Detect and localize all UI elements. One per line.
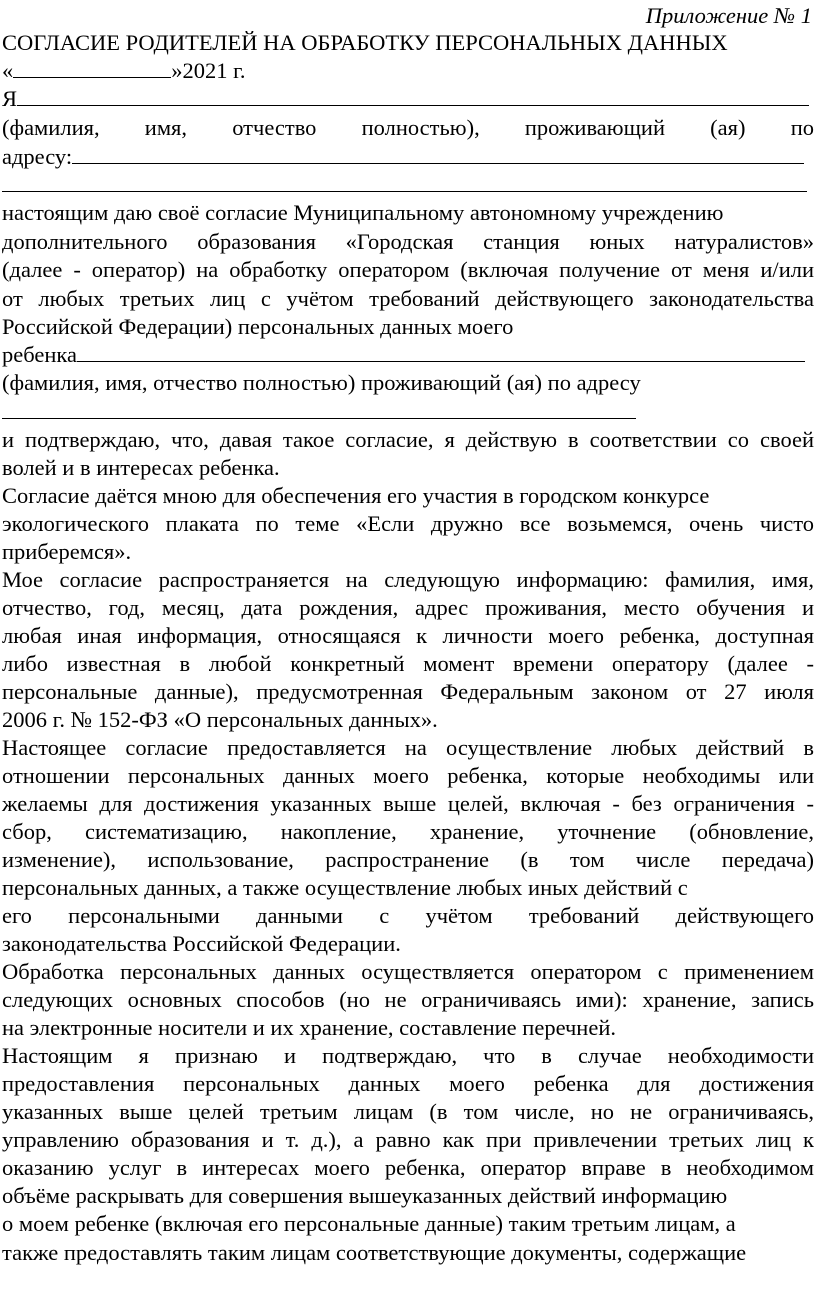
consent-line: настоящим даю своё согласие Муниципальному автономному учреждению	[2, 200, 724, 225]
i-label: Я	[2, 86, 18, 111]
child-label: ребенка	[2, 342, 77, 367]
body-line: волей и в интересах ребенка.	[2, 455, 280, 480]
body-line: указанных выше целей третьим лицам (в том числе, но не ограничиваясь,	[2, 1099, 814, 1124]
body-line: экологического плаката по теме «Если дружно все возьмемся, очень чисто	[2, 511, 814, 536]
body-line: либо известная в любой конкретный момент времени оператору (далее -	[2, 651, 814, 676]
date-day-field[interactable]	[13, 57, 171, 78]
body-line: его персональными данными с учётом требований действующего	[2, 903, 814, 928]
body-line: законодательства Российской Федерации.	[2, 931, 401, 956]
parent-name-field[interactable]	[17, 85, 809, 106]
appendix-label: Приложение № 1	[645, 3, 812, 28]
body-line: также предоставлять таким лицам соответствующие документы, содержащие	[2, 1240, 747, 1265]
body-line: сбор, систематизацию, накопление, хранение, уточнение (обновление,	[2, 819, 814, 844]
body-line: предоставления персональных данных моего ребенка для достижения	[2, 1071, 814, 1096]
body-line: о моем ребенке (включая его персональные данные) таким третьим лицам, а	[2, 1211, 736, 1236]
body-line: Согласие даётся мною для обеспечения его участия в городском конкурсе	[2, 483, 710, 508]
address-label: адресу:	[2, 144, 73, 169]
parent-name-line	[2, 85, 814, 112]
body-line: Настоящее согласие предоставляется на осуществление любых действий в	[2, 735, 814, 760]
parent-address-line	[2, 143, 814, 170]
consent-line: от любых третьих лиц с учётом требований действующего законодательства	[2, 286, 814, 311]
body-line: Обработка персональных данных осуществляется оператором с применением	[2, 959, 814, 984]
child-address-field[interactable]	[2, 418, 636, 419]
body-line: 2006 г. № 152-ФЗ «О персональных данных».	[2, 707, 438, 732]
body-line: изменение), использование, распространение (в том числе передача)	[2, 847, 814, 872]
parent-address-field[interactable]	[72, 143, 804, 164]
body-line: Мое согласие распространяется на следующую информацию: фамилия, имя,	[2, 567, 814, 592]
consent-line: (далее - оператор) на обработку оператором (включая получение от меня и/или	[2, 257, 814, 282]
body-line: любая иная информация, относящаяся к личности моего ребенка, доступная	[2, 623, 814, 648]
body-line: отношении персональных данных моего ребенка, которые необходимы или	[2, 763, 814, 788]
child-name-field[interactable]	[77, 341, 805, 362]
body-line: и подтверждаю, что, давая такое согласие, я действую в соответствии со своей	[2, 427, 814, 452]
date-open-quote: «	[2, 58, 14, 83]
parent-address-field-2[interactable]	[2, 191, 807, 192]
date-year: »2021 г.	[171, 58, 246, 83]
body-line: Настоящим я признаю и подтверждаю, что в случае необходимости	[2, 1043, 814, 1068]
body-line: отчество, год, месяц, дата рождения, адрес проживания, место обучения и	[2, 595, 814, 620]
child-name-line	[2, 341, 814, 368]
body-line: приберемся».	[2, 539, 132, 564]
document-title: СОГЛАСИЕ РОДИТЕЛЕЙ НА ОБРАБОТКУ ПЕРСОНАЛЬНЫХ ДАННЫХ	[2, 30, 728, 55]
parent-name-hint: (фамилия, имя, отчество полностью), проживающий (ая) по	[2, 115, 814, 140]
body-line: оказанию услуг в интересах моего ребенка, оператор вправе в необходимом	[2, 1155, 814, 1180]
body-line: желаемы для достижения указанных выше целей, включая - без ограничения -	[2, 791, 814, 816]
body-line: на электронные носители и их хранение, составление перечней.	[2, 1015, 617, 1040]
consent-line: Российской Федерации) персональных данных моего	[2, 314, 514, 339]
body-line: управлению образования и т. д.), а равно как при привлечении третьих лиц к	[2, 1127, 814, 1152]
child-name-hint: (фамилия, имя, отчество полностью) проживающий (ая) по адресу	[2, 370, 641, 395]
date-line	[2, 57, 814, 84]
body-line: персональные данные), предусмотренная Федеральным законом от 27 июля	[2, 679, 814, 704]
consent-line: дополнительного образования «Городская станция юных натуралистов»	[2, 229, 814, 254]
body-line: объёме раскрывать для совершения вышеуказанных действий информацию	[2, 1183, 728, 1208]
body-line: следующих основных способов (но не ограничиваясь ими): хранение, запись	[2, 987, 814, 1012]
body-line: персональных данных, а также осуществление любых иных действий с	[2, 875, 688, 900]
